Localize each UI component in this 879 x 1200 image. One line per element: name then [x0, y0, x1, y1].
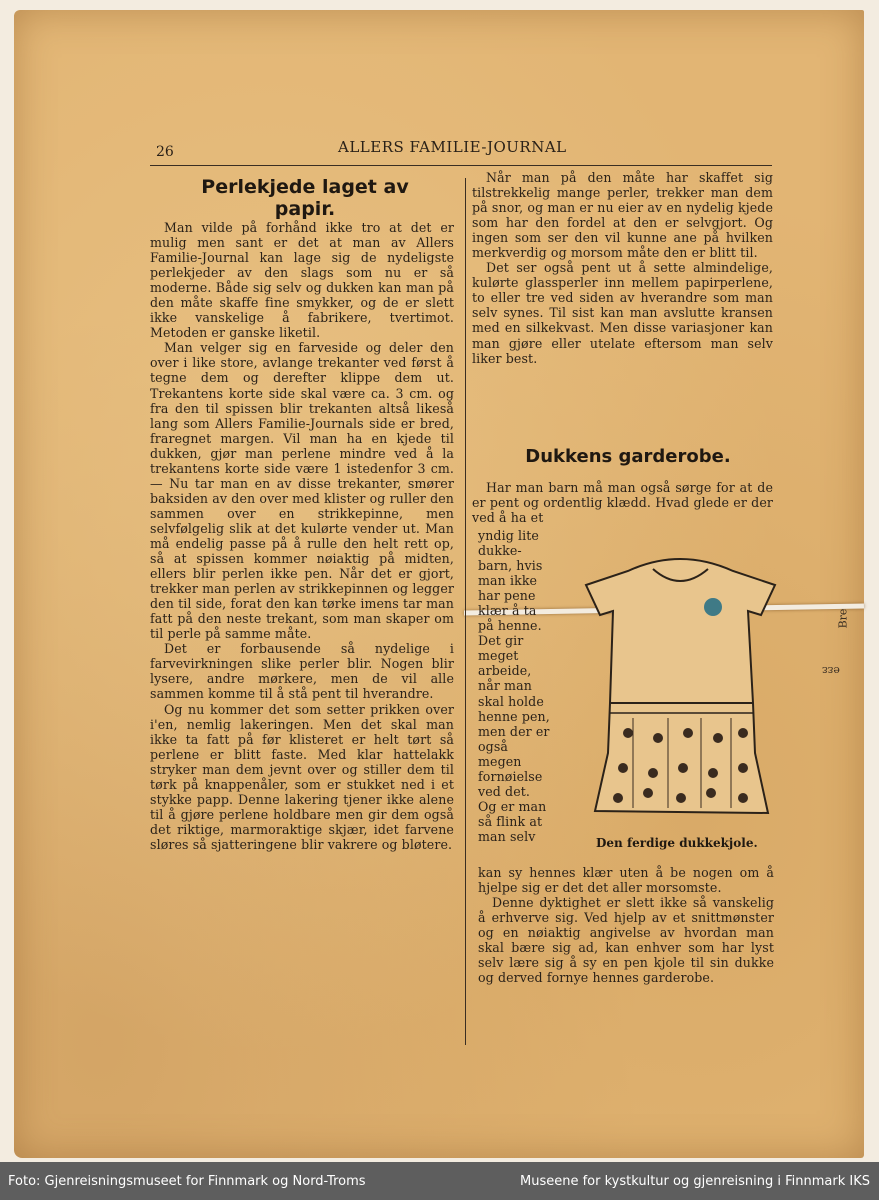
article1-continued-paragraph: Det ser også pent ut å sette almindelige, kulørte glassperler inn mellem papirperlene, to eller tre ved siden av hverandre som man selv synes. Til sist kan man avslutte kransen med en silkekvast. Men disse variasjoner kan man gjøre eller utelate eftersom man selv liker best. — [472, 260, 773, 366]
article2-intro-paragraph: Har man barn må man også sørge for at de er pent og ordentlig klædd. Hvad glede er der ved å ha et — [472, 480, 773, 526]
article2-narrow-text: yndig lite dukke-barn, hvis man ikke har pene klær å ta på henne. Det gir meget arbeide, når man skal holde henne pen, men der er også megen fornøielse ved det. Og er man så flink at man selv — [478, 528, 550, 844]
article2-paragraph: Denne dyktighet er slett ikke så vanskelig å erhverve sig. Ved hjelp av et snittmønster og en nøiaktig angivelse av hvordan man skal bære sig ad, kan enhver som har lyst selv lære sig å sy en pen kjole til sin dukke og derved fornye hennes garderobe. — [478, 895, 774, 986]
journal-title: ALLERS FAMILIE-JOURNAL — [338, 138, 567, 156]
doll-dress-illustration — [583, 553, 778, 823]
article1-paragraph: Man velger sig en farveside og deler den over i like store, avlange trekanter ved først å tegne dem og derefter klippe dem ut. Trekantens korte side skal være ca. 3 cm. og fra den til spissen blir trekanten altså likeså lang som Allers Familie-Journals side er bred, fraregnet margen. Vil man ha en kjede til dukken, gjør man perlene mindre ved å la trekantens korte side være 1 istedenfor 3 cm. — Nu tar man en av disse trekanter, smører baksiden av den over med klister og ruller den sammen over en strikkepinne, men selvfølgelig slik at det kulørte vender ut. Man må endelig passe på å rulle den helt rett op, så at spissen kommer nøiaktig på midten, ellers blir perlen ikke pen. Når det er gjort, trekker man perlen av strikkepinnen og legger den til side, forat den kan tørke imens tar man fatt på den neste trekant, som man skaper om til perle på samme måte. — [150, 340, 454, 642]
museum-credit: Museene for kystkultur og gjenreisning i Finnmark IKS — [520, 1174, 870, 1189]
photo-credit-bar — [0, 1162, 879, 1200]
column-rule — [465, 178, 466, 1045]
article-title-perlekjede — [155, 176, 455, 220]
article1-paragraph: Det er forbausende så nydelige i farvevirkningen slike perler blir. Nogen blir lysere, andre mørkere, men de vil alle sammen komme til å stå pent til hverandre. — [150, 641, 454, 702]
article2-paragraph: kan sy hennes klær uten å be nogen om å hjelpe sig er det det aller morsomste. — [478, 865, 774, 896]
article2-continued-column — [478, 865, 774, 985]
title-line-1: Perlekjede laget av — [201, 176, 409, 198]
article1-paragraph: Og nu kommer det som setter prikken over i'en, nemlig lakeringen. Men det skal man ikke ta fatt på før klisteret er helt tørt så perlene er blitt faste. Med klar hattelakk stryker man dem jevnt over og stiller dem til tørk på knappenåler, som er stukket ned i et stykke papp. Denne lakering tjener ikke alene til å gjøre perlene holdbare men gir dem også det riktige, marmoraktige skjær, idet farvene sløres så sjatteringene blir vakrere og bløtere. — [150, 701, 454, 852]
header-rule — [150, 165, 772, 166]
article2-narrow-column — [478, 528, 550, 844]
figure-caption: Den ferdige dukkekjole. — [596, 836, 758, 850]
article1-continued-column — [472, 170, 773, 366]
edge-fragment-text: eεε — [822, 664, 840, 677]
page-number: 26 — [156, 144, 174, 160]
article1-left-column — [150, 220, 454, 852]
article1-paragraph: Man vilde på forhånd ikke tro at det er mulig men sant er det at man av Allers Familie-Journal kan lage sig de nydeligste perlekjeder av den slags som nu er så moderne. Både sig selv og dukken kan man på den måte skaffe fine smykker, og de er slett ikke vanskelige å fabrikere, tvertimot. Metoden er ganske liketil. — [150, 220, 454, 341]
article2-intro — [472, 480, 773, 525]
title-line-2: papir. — [274, 198, 336, 220]
article1-continued-paragraph: Når man på den måte har skaffet sig tilstrekkelig mange perler, trekker man dem på snor, og man er nu eier av en nydelig kjede som har den fordel at den er selvgjort. Og ingen som ser den vil kunne ane på hvilken merkverdig og morsom måte den er blitt til. — [472, 170, 773, 261]
photo-credit: Foto: Gjenreisningsmuseet for Finnmark og Nord-Troms — [8, 1174, 366, 1189]
edge-fragment-text: Bre — [836, 608, 850, 629]
article-title-dukkens-garderobe: Dukkens garderobe. — [525, 446, 731, 467]
